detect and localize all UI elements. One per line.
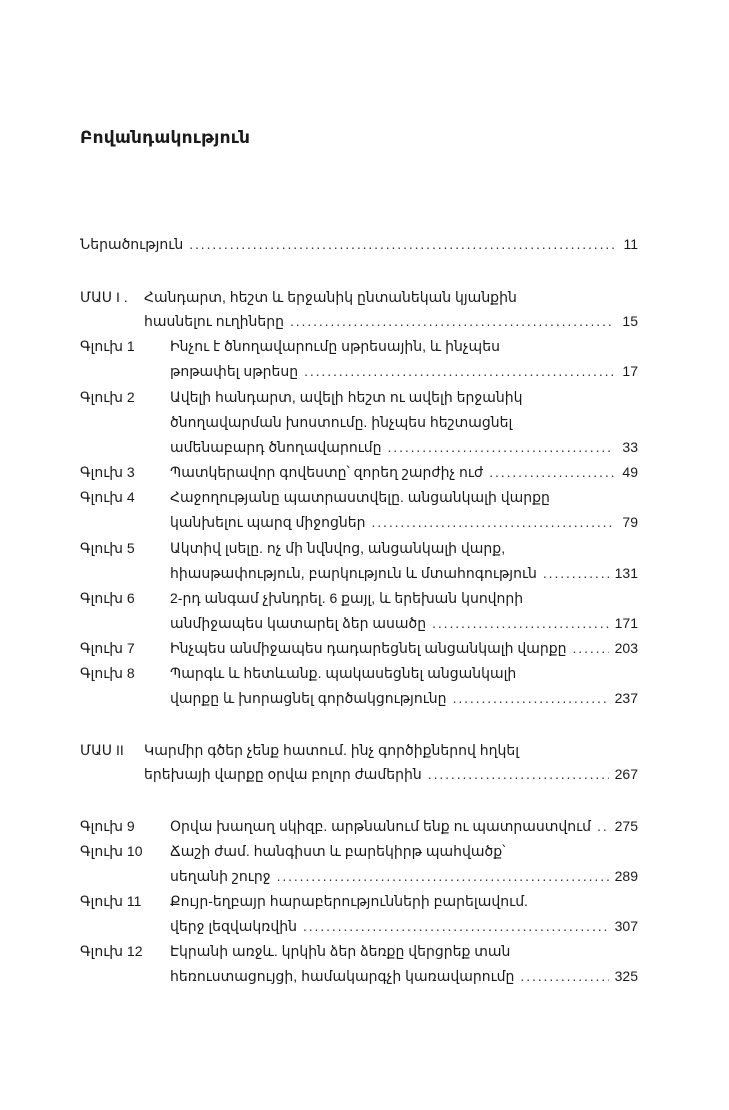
dot-leader [303, 917, 609, 935]
entry-text: հեռուստացույցի, համակարգչի կառավարումը [170, 968, 515, 984]
part-2-title-line1: Կարմիր գծեր չենք հատում. ինչ գործիքներով հղկել [144, 742, 520, 758]
chapter-4-line1: Հաջողությանը պատրաստվելը. անցանկալի վարքը [170, 489, 550, 505]
chapter-3-label: Գլուխ 3 [80, 464, 135, 480]
page-number: 79 [622, 514, 638, 530]
toc-entry-chapter-2[interactable] [170, 438, 638, 456]
part-2-label: ՄԱՍ II [80, 742, 124, 758]
toc-entry-chapter-1[interactable] [170, 362, 638, 380]
toc-entry-chapter-6[interactable] [170, 614, 638, 632]
chapter-2-label: Գլուխ 2 [80, 389, 135, 405]
page-number: 289 [614, 868, 638, 884]
chapter-2-line1: Ավելի հանդարտ, ավելի հեշտ ու ավելի երջանիկ [170, 389, 523, 405]
page-number: 307 [614, 918, 638, 934]
page-number: 275 [614, 818, 638, 834]
page-number: 17 [622, 363, 638, 379]
toc-entry-chapter-4[interactable] [170, 513, 638, 531]
toc-title: Բովանդակություն [80, 128, 251, 147]
toc-entry-part-2[interactable] [144, 765, 638, 783]
dot-leader [573, 639, 609, 657]
chapter-1-label: Գլուխ 1 [80, 338, 135, 354]
toc-entry-chapter-10[interactable] [170, 867, 638, 885]
chapter-6-label: Գլուխ 6 [80, 590, 135, 606]
page-number: 49 [622, 464, 638, 480]
chapter-1-line1: Ինչու է ծնողավարումը սթրեսային, և ինչպես [170, 338, 500, 354]
chapter-5-line1: Ակտիվ լսելը. ոչ մի նվնվոց, անցանկալի վարք, [170, 540, 506, 556]
page-number: 203 [614, 640, 638, 656]
toc-entry-part-1[interactable] [144, 312, 638, 330]
entry-text: երեխայի վարքը օրվա բոլոր ժամերին [144, 766, 422, 782]
page-number: 15 [622, 313, 638, 329]
page-number: 131 [614, 565, 638, 581]
entry-text: թոթափել սթրեսը [170, 363, 299, 379]
entry-text: ամենաբարդ ծնողավարումը [170, 439, 382, 455]
chapter-4-label: Գլուխ 4 [80, 489, 135, 505]
dot-leader [543, 564, 609, 582]
chapter-10-label: Գլուխ 10 [80, 843, 143, 859]
entry-text: Օրվա խաղաղ սկիզբ. արթնանում ենք ու պատրաստվում [170, 818, 592, 834]
dot-leader [189, 235, 614, 253]
page-number: 325 [614, 968, 638, 984]
chapter-12-label: Գլուխ 12 [80, 943, 143, 959]
entry-text: անմիջապես կատարել ձեր ասածը [170, 615, 427, 631]
toc-entry-chapter-7[interactable] [170, 639, 638, 657]
dot-leader [520, 967, 608, 985]
entry-text: հիասթափություն, բարկություն և մտահոգություն [170, 565, 537, 581]
toc-entry-chapter-11[interactable] [170, 917, 638, 935]
toc-entry-chapter-12[interactable] [170, 967, 638, 985]
chapter-10-line1: Ճաշի ժամ. հանգիստ և բարեկիրթ պահվածք՝ [170, 843, 506, 859]
dot-leader [372, 513, 615, 531]
chapter-8-label: Գլուխ 8 [80, 665, 135, 681]
page-number: 171 [614, 615, 638, 631]
dot-leader [277, 867, 609, 885]
toc-entry-intro[interactable] [80, 235, 638, 253]
chapter-9-label: Գլուխ 9 [80, 818, 135, 834]
toc-entry-chapter-3[interactable] [170, 463, 638, 481]
dot-leader [388, 438, 614, 456]
dot-leader [432, 614, 609, 632]
entry-text: սեղանի շուրջ [170, 868, 271, 884]
chapter-2-line2: ծնողավարման խոստումը. ինչպես հեշտացնել [170, 414, 513, 430]
dot-leader [489, 463, 614, 481]
entry-text: Ներածություն [80, 236, 184, 252]
part-1-title-line1: Հանդարտ, հեշտ և երջանիկ ընտանեկան կյանքին [144, 289, 517, 305]
entry-text: հասնելու ուղիները [144, 313, 284, 329]
chapter-6-line1: 2-րդ անգամ չխնդրել. 6 քայլ, և երեխան կսովորի [170, 590, 524, 606]
dot-leader [290, 312, 614, 330]
dot-leader [428, 765, 609, 783]
toc-entry-chapter-5[interactable] [170, 564, 638, 582]
entry-text: Պատկերավոր գովեստը՝ զորեղ շարժիչ ուժ [170, 464, 484, 480]
chapter-11-label: Գլուխ 11 [80, 893, 142, 909]
page-number: 33 [622, 439, 638, 455]
chapter-12-line1: Էկրանի առջև. կրկին ձեր ձեռքը վերցրեք տան [170, 943, 511, 959]
toc-entry-chapter-9[interactable] [170, 817, 638, 835]
chapter-5-label: Գլուխ 5 [80, 540, 135, 556]
toc-entry-chapter-8[interactable] [170, 689, 638, 707]
entry-text: կանխելու պարզ միջոցներ [170, 514, 366, 530]
entry-text: վարքը և խորացնել գործակցությունը [170, 690, 447, 706]
chapter-8-line1: Պարգև և հետևանք. պակասեցնել անցանկալի [170, 665, 517, 681]
dot-leader [453, 689, 609, 707]
page-number: 11 [623, 236, 638, 252]
page-number: 237 [614, 690, 638, 706]
chapter-7-label: Գլուխ 7 [80, 640, 135, 656]
page-number: 267 [614, 766, 638, 782]
part-1-label: ՄԱՍ I . [80, 289, 128, 305]
chapter-11-line1: Քույր-եղբայր հարաբերությունների բարելավում. [170, 893, 528, 909]
entry-text: վերջ լեզվակռվին [170, 918, 297, 934]
dot-leader [304, 362, 614, 380]
dot-leader [597, 817, 609, 835]
entry-text: Ինչպես անմիջապես դադարեցնել անցանկալի վարքը [170, 640, 567, 656]
